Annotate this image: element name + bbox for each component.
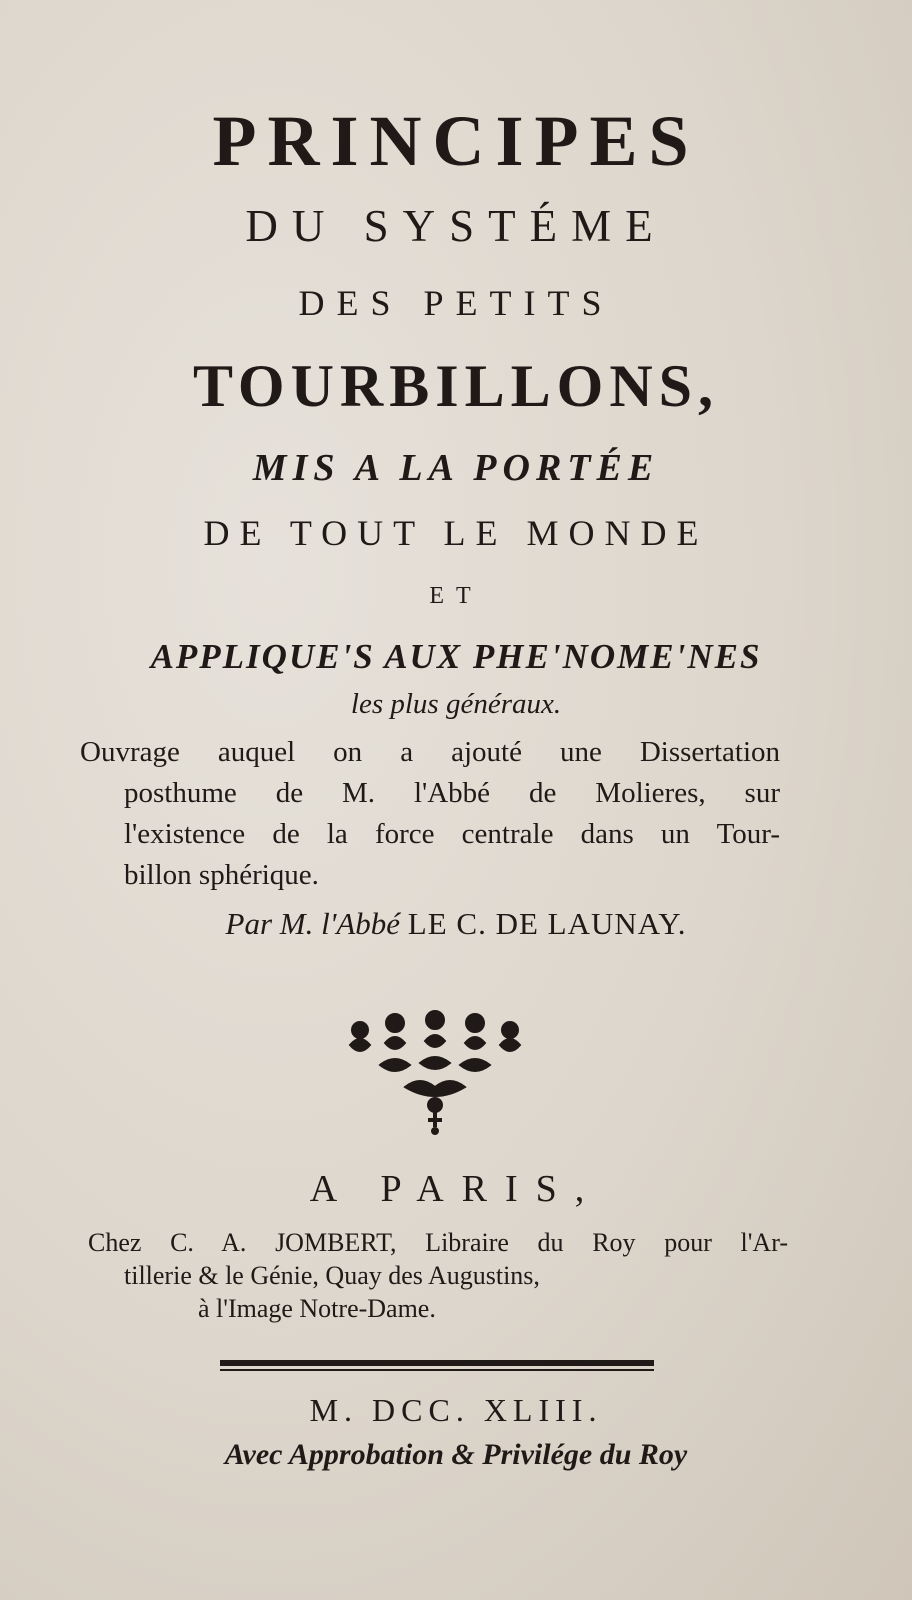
description-line: billon sphérique.: [124, 859, 319, 891]
fleuron-ornament-icon: [340, 1005, 530, 1135]
double-rule-divider: [220, 1360, 654, 1372]
imprint-block: [88, 1226, 788, 1325]
publication-date: M. DCC. XLIII.: [309, 1392, 603, 1428]
title-et: ET: [429, 583, 483, 609]
description-line: l'existence de la force centrale dans un Tour-: [124, 818, 780, 850]
title-des-petits: DES PETITS: [298, 283, 614, 323]
title-tourbillons: TOURBILLONS,: [192, 353, 720, 419]
title-appliques: APPLIQUE'S AUX PHE'NOME'NES: [150, 637, 762, 676]
imprint-line: tillerie & le Génie, Quay des Augustins,: [124, 1261, 540, 1290]
imprint-line: à l'Image Notre-Dame.: [198, 1294, 436, 1323]
description-line: posthume de M. l'Abbé de Molieres, sur: [124, 777, 780, 809]
description-line: Ouvrage auquel on a ajouté une Dissertation: [80, 736, 780, 768]
author-prefix: Par M. l'Abbé: [225, 906, 401, 941]
title-mis-a-la-portee: MIS A LA PORTÉE: [252, 447, 660, 489]
author-name: LE C. DE LAUNAY.: [407, 906, 687, 941]
title-de-tout-le-monde: DE TOUT LE MONDE: [203, 513, 709, 553]
title-du-systeme: DU SYSTÉME: [245, 201, 667, 251]
author-line: [0, 906, 912, 942]
privilege-line: Avec Approbation & Privilége du Roy: [224, 1438, 688, 1471]
title-les-plus-generaux: les plus généraux.: [350, 688, 562, 720]
description-paragraph: [80, 732, 780, 896]
imprint-line: Chez C. A. JOMBERT, Libraire du Roy pour l'Ar-: [88, 1228, 788, 1257]
imprint-city: A PARIS,: [309, 1168, 603, 1210]
title-principes: PRINCIPES: [212, 101, 700, 181]
